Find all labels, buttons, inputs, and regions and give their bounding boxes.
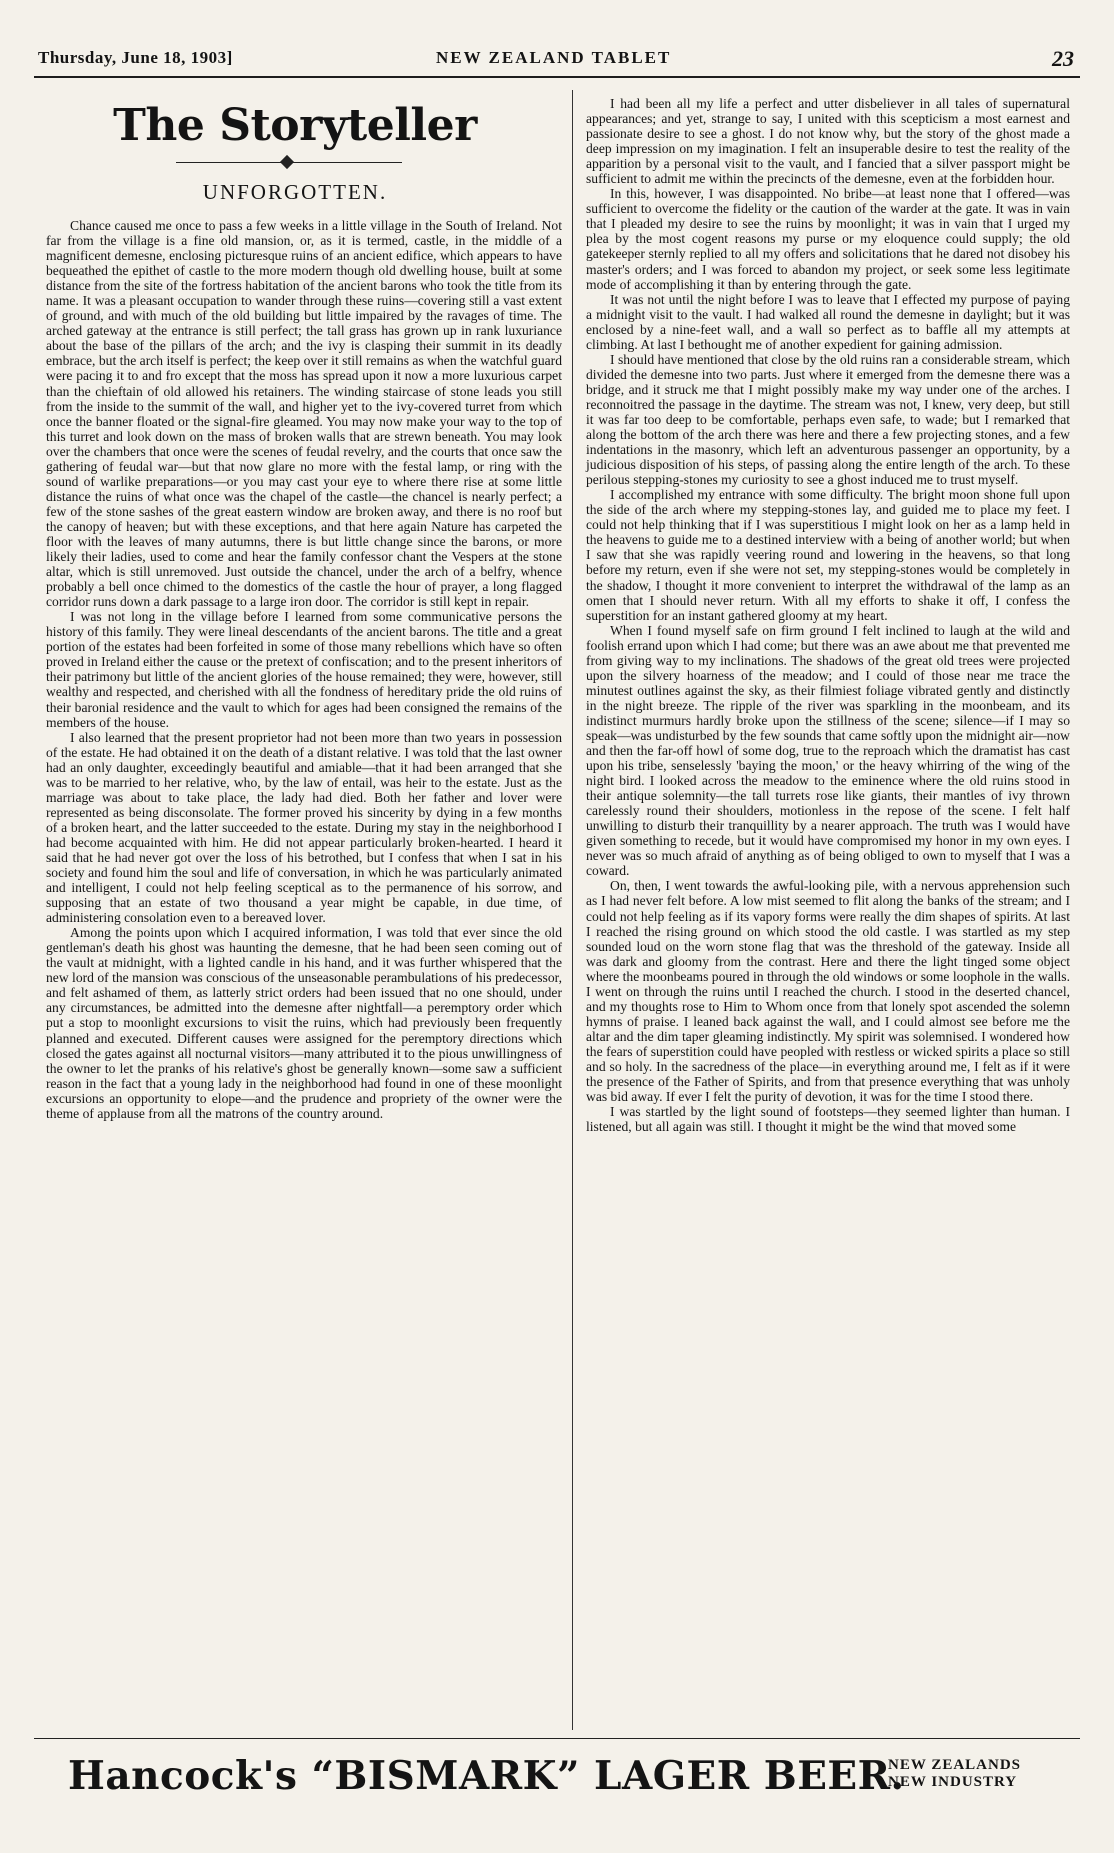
- right-column: [586, 96, 1070, 1134]
- paragraph: It was not until the night before I was to leave that I effected my purpose of paying a midnight visit to the vault. I had walked all round the demesne in daylight; but it was enclosed by a nine-feet wall, and a wall so perfect as to baffle all my attempts at climbing. At last I bethought me of another expedient for gaining admission.: [586, 291, 1070, 352]
- paragraph: I also learned that the present proprietor had not been more than two years in possession of the estate. He had obtained it on the death of a distant relative. I was told that the last owner had an only daughter, exceedingly beautiful and amiable—that it had been arranged that she was to be married to her relative, who, by the law of entail, was heir to the estate. Just as the marriage was about to take place, the lady had died. Both her father and lover were represented as being disconsolate. The former proved his sincerity by dying in a few months of a broken heart, and the latter succeeded to the estate. During my stay in the neighborhood I had become acquainted with him. He did not appear particularly broken-hearted. I heard it said that he had never got over the loss of his betrothed, but I confess that when I sat in his society and found him the soul and life of conversation, in which he was particularly animated and intelligent, I could not help feeling sceptical as to the permanence of his sorrow, and supposing that an estate of two thousand a year might be capable, in due time, of administering consolation even to a bereaved lover.: [46, 729, 562, 926]
- footer-rule: [34, 1738, 1080, 1739]
- advert-tagline: [888, 1757, 1021, 1791]
- page-number: 23: [1052, 46, 1074, 71]
- advertisement-banner: [68, 1753, 1068, 1809]
- page-header: [34, 44, 1080, 76]
- tagline-line-1: NEW ZEALANDS: [888, 1757, 1022, 1773]
- paragraph: Chance caused me once to pass a few weeks in a little village in the South of Ireland. Not far from the village is a fine old mansion, or, as it is termed, castle, in the middle of a magnificent demesne, enclosing picturesque ruins of an ancient edifice, which appears to have bequeathed the epithet of castle to the more modern though old dwelling house, built at some distance from the site of the fortress habitation of the ancient barons who took the title from its name. It was a pleasant occupation to wander through these ruins—covering still a vast extent of ground, and with much of the old building but little impaired by the ravages of time. The arched gateway at the entrance is still perfect; the tall grass has grown up in rank luxuriance about the base of the pillars of the arch; and the ivy is clasping their summit in its deadly embrace, but the arch itself is perfect; the keep over it still remains as when the watchful guard were pacing it to and fro except that the moss has spread upon it now a more luxurious carpet than the chieftain of old allowed his retainers. The winding staircase of stone leads you still from the inside to the summit of the wall, and higher yet to the ivy-covered turret from which once the banner floated or the signal-fire gleamed. You may now make your way to the top of this turret and look down on the mass of broken walls that are strewn beneath. You may look over the chambers that once were the scenes of feudal revelry, and the courts that once saw the gathering of feudal war—but that now glare no more with the festal lamp, or ring with the sound of warlike preparations—or you may cast your eye to where there rise at some little distance the ruins of what once was the chapel of the castle—the chancel is nearly perfect; a few of the stone sashes of the great eastern window are broken away, and there is no roof but the canopy of heaven; but with these exceptions, and that here again Nature has carpeted the floor with the leaves of many autumns, there is but little change since the barons, or more likely their ladies, used to come and hear the family confessor chant the Vespers at the stone altar, which is still unremoved. Just outside the chancel, under the arch of a belfry, whence probably a bell once chimed to the domestics of the castle the hour of prayer, a long flagged corridor runs down a dark passage to a large iron door. The corridor is still kept in repair.: [46, 218, 562, 610]
- beer-advert: Hancock's “BISMARK” LAGER BEER.: [68, 1753, 905, 1799]
- tagline-line-2: NEW INDUSTRY: [888, 1774, 1018, 1790]
- paragraph: I was not long in the village before I learned from some communicative persons the history of this family. They were lineal descendants of the ancient barons. The title and a great portion of the estates had been forfeited in some of those many rebellions which have so often proved in Ireland either the cause or the pretext of confiscation; and to the present inheritors of their patrimony but little of the ancient glories of the house remained; they were, however, still wealthy and respected, and cherished with all the fondness of hereditary pride the old ruins of their baronial residence and the vault to which for ages had been consigned the remains of the members of the house.: [46, 609, 562, 730]
- issue-date: Thursday, June 18, 1903]: [38, 48, 233, 67]
- newspaper-page: [34, 44, 1080, 1834]
- story-title: UNFORGOTTEN.: [202, 180, 388, 204]
- newspaper-title: NEW ZEALAND TABLET: [436, 48, 672, 67]
- diamond-ornament-icon: [280, 155, 294, 169]
- paragraph: I was startled by the light sound of footsteps—they seemed lighter than human. I listened, but all again was still. I thought it might be the wind that moved some: [586, 1104, 1070, 1135]
- left-column: [46, 94, 562, 1121]
- paragraph: I had been all my life a perfect and utter disbeliever in all tales of supernatural appearances; and yet, strange to say, I united with this scepticism a most earnest and passionate desire to see a ghost. I do not know why, but the story of the ghost made a deep impression on my imagination. I felt an insuperable desire to test the reality of the apparition by a personal visit to the vault, and I fancied that a silver passport might be sufficient to admit me within the precincts of the demesne, even at the forbidden hour.: [586, 96, 1070, 187]
- header-rule: [34, 76, 1080, 78]
- section-title: The Storyteller: [113, 100, 477, 151]
- paragraph: Among the points upon which I acquired information, I was told that ever since the old gentleman's death his ghost was haunting the demesne, that he had been seen coming out of the vault at midnight, with a lighted candle in his hand, and it was further whispered that the new lord of the mansion was conscious of the unseasonable perambulations of his predecessor, and felt ashamed of them, as latterly strict orders had been issued that no one should, under any circumstances, be admitted into the demesne after nightfall—a peremptory order which put a stop to moonlight excursions to visit the ruins, which had previously been frequently planned and executed. Different causes were assigned for the peremptory directions which closed the gates against all nocturnal visitors—many attributed it to the pious unwillingness of the owner to let the pranks of his relative's ghost be generally known—some saw a sufficient reason in the fact that a young lady in the neighborhood had found in one of these moonlight excursions an opportunity to elope—and the prudence and propriety of the owner were the theme of applause from all the matrons of the country around.: [46, 925, 562, 1121]
- paragraph: In this, however, I was disappointed. No bribe—at least none that I offered—was sufficient to overcome the fidelity or the caution of the warder at the gate. It was in vain that I pleaded my desire to see the ruins by moonlight; it was in vain that I urged my plea by the most cogent reasons my purse or my eloquence could supply; the old gatekeeper sternly replied to all my offers and solicitations that he dared not disobey his master's orders; and I was forced to abandon my project, or seek some less legitimate mode of accomplishing it than by entering through the gate.: [586, 186, 1070, 292]
- column-divider: [572, 90, 573, 1730]
- paragraph: When I found myself safe on firm ground I felt inclined to laugh at the wild and foolish errand upon which I had come; but there was an awe about me that prevented me from giving way to my inclinations. The shadows of the great old trees were projected upon the silvery hoarness of the meadow; and I could of those near me trace the minutest outlines against the sky, as their filmiest foliage vibrated gently and distinctly in the night breeze. The ripple of the river was sparkling in the moonbeam, and its indistinct murmurs hardly broke upon the stillness of the scene; silence—if I may so speak—was undisturbed by the few sounds that came softly upon the midnight air—now and then the far-off howl of some dog, true to the reproach which the dramatist has cast upon his tribe, senselessly 'baying the moon,' or the heavy whirring of the wing of the night bird. I looked across the meadow to the eminence where the old ruins stood in their antique solemnity—the tall turrets rose like giants, their mantles of ivy thrown carelessly round their shoulders, motionless in the repose of the scene. I felt half unwilling to disturb their tranquillity by a nearer approach. The truth was I would have given something to recede, but it would have compromised my honor in my own eyes. I never was so much afraid of anything as of being obliged to own to myself that I was a coward.: [586, 622, 1070, 879]
- ornament-rule: [46, 154, 562, 172]
- paragraph: I accomplished my entrance with some difficulty. The bright moon shone full upon the side of the arch where my stepping-stones lay, and guided me to place my feet. I could not help thinking that if I was superstitious I might look on her as a lamp held in the heavens to guide me to a destined interview with a being of another world; but when I saw that she was rapidly veering round and lowering in the heavens, so that long before my return, even if she were not set, my stepping-stones would be completely in the shadow, I thought it more convenient to interpret the withdrawal of the lamp as an omen that I should never return. With all my efforts to shake it off, I confess the superstition for an instant gathered gloomy at my heart.: [586, 487, 1070, 623]
- paragraph: On, then, I went towards the awful-looking pile, with a nervous apprehension such as I had never felt before. A low mist seemed to flit along the banks of the stream; and I could not help feeling as if its vapory forms were really the dim shapes of spirits. At last I reached the rising ground on which stood the old castle. I was startled as my step sounded loud on the worn stone flag that was the threshold of the gateway. Inside all was dark and gloomy from the contrast. Here and there the light tinged some object where the moonbeams poured in through the old windows or some loophole in the walls. I went on through the ruins until I reached the church. I stood in the deserted chancel, and my thoughts rose to Him to Whom once from that lonely spot ascended the solemn hymns of praise. I leaned back against the wall, and I could almost see before me the altar and the dim taper gleaming indistinctly. My spirit was solemnised. I wondered how the fears of superstition could have peopled with restless or wicked spirits a place so still and so holy. In the sacredness of the place—in everything around me, I felt as if it were the presence of the Father of Spirits, and from that presence everything that was unholy was bid away. If ever I felt the purity of devotion, it was for the time I stood there.: [586, 878, 1070, 1105]
- paragraph: I should have mentioned that close by the old ruins ran a considerable stream, which divided the demesne into two parts. Just where it emerged from the demesne there was a bridge, and it struck me that I might possibly make my way under one of the arches. I reconnoitred the passage in the daytime. The stream was not, I knew, very deep, but still it was far too deep to be comfortable, perhaps even safe, to wade; but I remarked that along the bottom of the arch there was here and there a few projecting stones, and a few indentations in the masonry, which left an adventurous passenger an opportunity, by a judicious disposition of his steps, of passing along the entire length of the arch. To these perilous stepping-stones my curiosity to see a ghost induced me to trust myself.: [586, 351, 1070, 488]
